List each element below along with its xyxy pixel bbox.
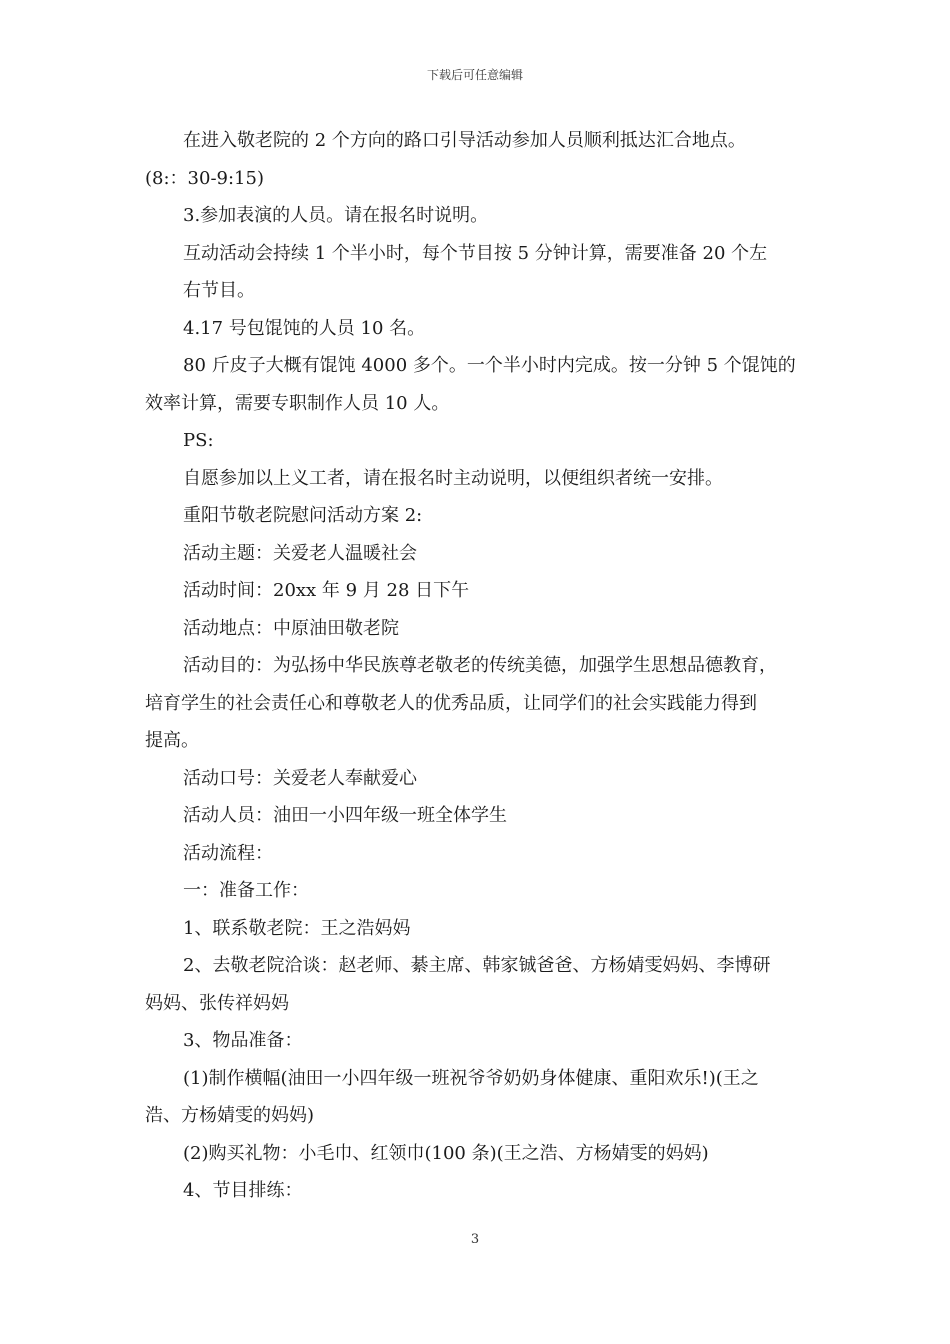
- header-note: 下载后可任意编辑: [426, 68, 523, 82]
- paragraph-line: 培育学生的社会责任心和尊敬老人的优秀品质，让同学们的社会实践能力得到: [145, 692, 757, 714]
- paragraph-line: 效率计算，需要专职制作人员 10 人。: [145, 392, 450, 414]
- paragraph-line: 互动活动会持续 1 个半小时，每个节目按 5 分钟计算，需要准备 20 个左: [183, 242, 768, 264]
- paragraph-line: 自愿参加以上义工者，请在报名时主动说明，以便组织者统一安排。: [183, 467, 723, 489]
- paragraph-line: 80 斤皮子大概有馄饨 4000 多个。一个半小时内完成。按一分钟 5 个馄饨的: [183, 355, 796, 376]
- paragraph-line: (8:：30-9:15): [145, 167, 264, 189]
- paragraph-line: 妈妈、张传祥妈妈: [145, 992, 289, 1014]
- page-number: 3: [470, 1232, 480, 1247]
- paragraph-line: 4、节目排练：: [183, 1180, 303, 1201]
- paragraph-line: 提高。: [145, 730, 199, 751]
- paragraph-line: PS:: [183, 430, 214, 451]
- paragraph-line: 活动地点：中原油田敬老院: [183, 617, 399, 639]
- document-body: [145, 122, 810, 1210]
- paragraph-line: 活动目的：为弘扬中华民族尊老敬老的传统美德，加强学生思想品德教育，: [183, 655, 777, 676]
- paragraph-line: 活动主题：关爱老人温暖社会: [183, 542, 417, 564]
- paragraph-line: 浩、方杨婧雯的妈妈): [145, 1105, 315, 1126]
- paragraph-line: 1、联系敬老院：王之浩妈妈: [183, 917, 411, 939]
- paragraph-line: 活动人员：油田一小四年级一班全体学生: [183, 805, 507, 826]
- paragraph-line: 重阳节敬老院慰问活动方案 2:: [183, 505, 423, 526]
- paragraph-line: (2)购买礼物：小毛巾、红领巾(100 条)(王之浩、方杨婧雯的妈妈): [183, 1142, 709, 1164]
- paragraph-line: 一：准备工作：: [183, 880, 309, 901]
- paragraph-line: (1)制作横幅(油田一小四年级一班祝爷爷奶奶身体健康、重阳欢乐!)(王之: [183, 1067, 759, 1089]
- paragraph-line: 活动流程：: [183, 842, 273, 864]
- paragraph-line: 3、物品准备：: [183, 1030, 303, 1051]
- paragraph-line: 活动口号：关爱老人奉献爱心: [183, 767, 417, 789]
- paragraph-line: 活动时间：20xx 年 9 月 28 日下午: [183, 580, 470, 601]
- paragraph-line: 3.参加表演的人员。请在报名时说明。: [183, 205, 489, 226]
- paragraph-line: 4.17 号包馄饨的人员 10 名。: [183, 317, 426, 339]
- paragraph-line: 2、去敬老院洽谈：赵老师、綦主席、韩家铖爸爸、方杨婧雯妈妈、李博研: [183, 955, 771, 976]
- paragraph-line: 右节目。: [183, 280, 255, 301]
- paragraph-line: 在进入敬老院的 2 个方向的路口引导活动参加人员顺利抵达汇合地点。: [183, 130, 746, 151]
